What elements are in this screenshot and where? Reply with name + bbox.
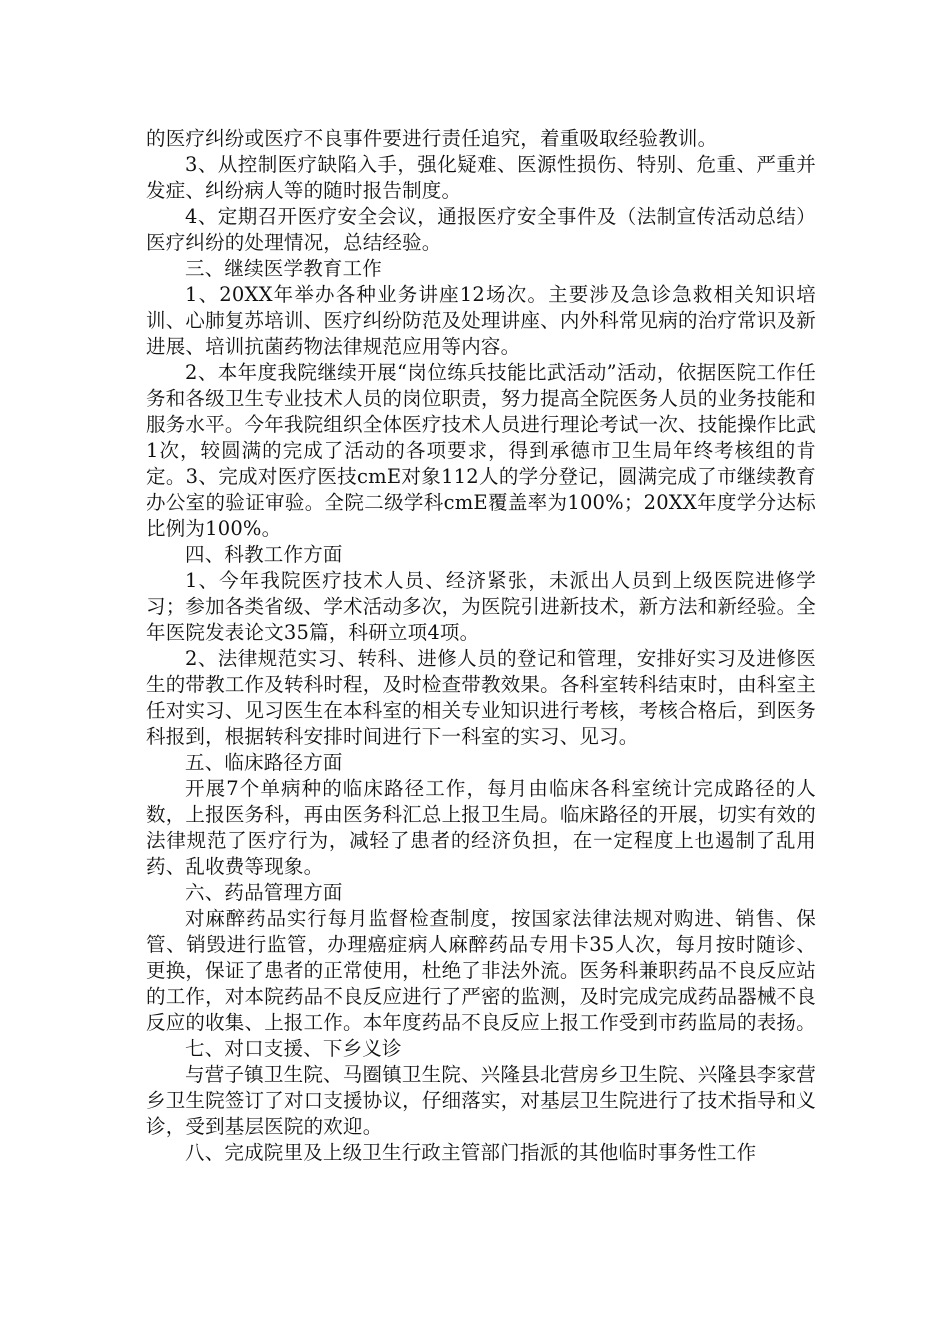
paragraph-clinical-path: 开展7个单病种的临床路径工作，每月由临床各科室统计完成路径的人数，上报医务科，再由医务科汇总上报卫生局。临床路径的开展，切实有效的法律规范了医疗行为，减轻了患者的经济负担，在一定程度上也遏制了乱用药、乱收费等现象。 (146, 777, 816, 878)
section-heading-4: 四、科教工作方面 (185, 543, 343, 566)
section-heading-6: 六、药品管理方面 (185, 881, 343, 904)
paragraph-support: 与营子镇卫生院、马圈镇卫生院、兴隆县北营房乡卫生院、兴隆县李家营乡卫生院签订了对口支援协议，仔细落实，对基层卫生院进行了技术指导和义诊，受到基层医院的欢迎。 (146, 1063, 816, 1138)
paragraph-science-1: 1、今年我院医疗技术人员、经济紧张，未派出人员到上级医院进修学习；参加各类省级、学术活动多次，为医院引进新技术，新方法和新经验。全年医院发表论文35篇，科研立项4项。 (146, 569, 816, 644)
paragraph-science-2: 2、法律规范实习、转科、进修人员的登记和管理，安排好实习及进修医生的带教工作及转科时程，及时检查带教效果。各科室转科结束时，由科室主任对实习、见习医生在本科室的相关专业知识进行考核，考核合格后，到医务科报到，根据转科安排时间进行下一科室的实习、见习。 (146, 647, 816, 748)
section-heading-5: 五、临床路径方面 (185, 751, 343, 774)
document-body (146, 126, 816, 1166)
paragraph-education-2: 2、本年度我院继续开展“岗位练兵技能比武活动”活动，依据医院工作任务和各级卫生专业技术人员的岗位职责，努力提高全院医务人员的业务技能和服务水平。今年我院组织全体医疗技术人员进行理论考试一次、技能操作比武1次，较圆满的完成了活动的各项要求，得到承德市卫生局年终考核组的肯定。3、完成对医疗医技cmE对象112人的学分登记，圆满完成了市继续教育办公室的验证审验。全院二级学科cmE覆盖率为100%；20XX年度学分达标比例为100%。 (146, 361, 816, 540)
paragraph-education-1: 1、20XX年举办各种业务讲座12场次。主要涉及急诊急救相关知识培训、心肺复苏培训、医疗纠纷防范及处理讲座、内外科常见病的治疗常识及新进展、培训抗菌药物法律规范应用等内容。 (146, 283, 816, 358)
paragraph-item-3: 3、从控制医疗缺陷入手，强化疑难、医源性损伤、特别、危重、严重并发症、纠纷病人等的随时报告制度。 (146, 153, 816, 202)
section-heading-7: 七、对口支援、下乡义诊 (185, 1037, 402, 1060)
paragraph-drug-management: 对麻醉药品实行每月监督检查制度，按国家法律法规对购进、销售、保管、销毁进行监管，办理癌症病人麻醉药品专用卡35人次，每月按时随诊、更换，保证了患者的正常使用，杜绝了非法外流。医务科兼职药品不良反应站的工作，对本院药品不良反应进行了严密的监测，及时完成完成药品器械不良反应的收集、上报工作。本年度药品不良反应上报工作受到市药监局的表扬。 (146, 907, 816, 1034)
paragraph-continuation: 的医疗纠纷或医疗不良事件要进行责任追究，着重吸取经验教训。 (146, 127, 718, 150)
paragraph-item-8: 八、完成院里及上级卫生行政主管部门指派的其他临时事务性工作 (185, 1141, 757, 1164)
section-heading-3: 三、继续医学教育工作 (185, 257, 383, 280)
paragraph-item-4: 4、定期召开医疗安全会议，通报医疗安全事件及（法制宣传活动总结）医疗纠纷的处理情况，总结经验。 (146, 205, 816, 254)
